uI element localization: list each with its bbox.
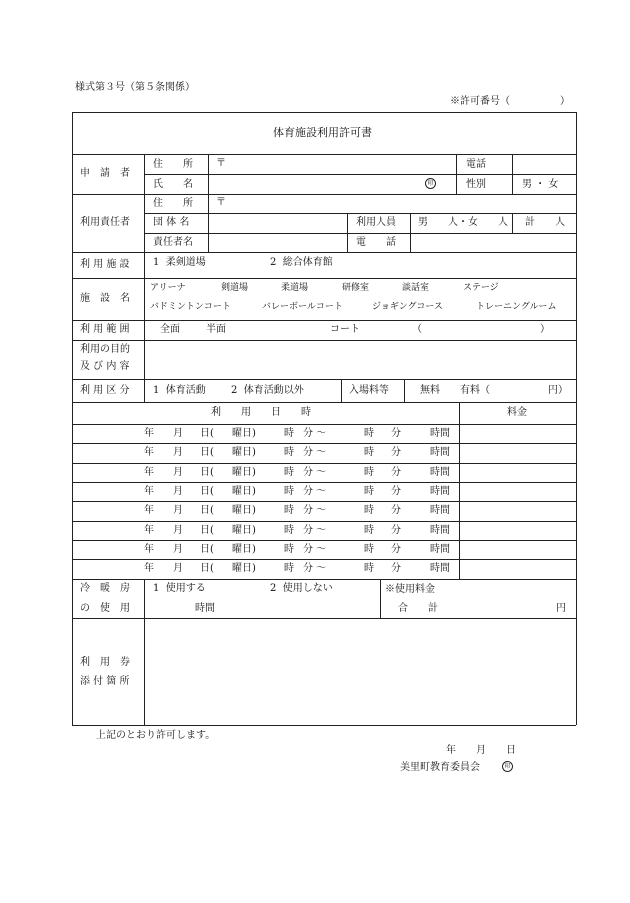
category-option-1: 1 体育活動 xyxy=(153,385,206,396)
schedule-row-part: 時 xyxy=(364,563,374,574)
facility-name-badminton: バドミントンコート xyxy=(150,302,231,312)
schedule-row-part: 月 xyxy=(173,563,183,574)
schedule-row-part: 月 xyxy=(173,544,183,555)
schedule-row-part: 分 xyxy=(391,447,401,458)
facility-name-kendo: 剣道場 xyxy=(221,283,249,293)
schedule-row-part: 月 xyxy=(173,505,183,516)
schedule-row-part: 時間 xyxy=(430,447,450,458)
schedule-row-part: 年 xyxy=(144,467,154,478)
scope-label: 利 用 範 囲 xyxy=(80,324,130,335)
schedule-header: 利 用 日 時 xyxy=(211,407,311,418)
facility-names-label: 施 設 名 xyxy=(80,293,130,304)
responsible-label: 利用責任者 xyxy=(80,217,130,228)
schedule-row-part: 時 xyxy=(364,486,374,497)
schedule-row-part: 年 xyxy=(144,563,154,574)
facility-name-gym-room: トレーニングルーム xyxy=(476,302,557,312)
schedule-row-part: 時間 xyxy=(430,505,450,516)
schedule-row-part: 曜日) xyxy=(232,525,256,536)
hvac-label-line1: 冷 暖 房 xyxy=(80,583,130,594)
schedule-row-part: 分 xyxy=(391,467,401,478)
schedule-row-part: 曜日) xyxy=(232,428,256,439)
facility-name-lounge: 談話室 xyxy=(402,283,430,293)
category-label: 利 用 区 分 xyxy=(80,385,130,396)
form-number: 様式第３号（第５条関係） xyxy=(75,82,195,93)
schedule-row-part: 時間 xyxy=(430,544,450,555)
schedule-row-part: 日( xyxy=(200,544,214,555)
schedule-row-part: 時間 xyxy=(430,467,450,478)
schedule-row-part: 年 xyxy=(144,525,154,536)
schedule-row-part: 時 xyxy=(284,563,294,574)
schedule-row-part: 分 xyxy=(391,525,401,536)
schedule-row-part: 時 xyxy=(284,447,294,458)
scope-paren-open: （ xyxy=(412,324,422,335)
schedule-row-part: 時 xyxy=(284,486,294,497)
approval-date: 年 月 日 xyxy=(446,745,516,756)
schedule-row-part: 月 xyxy=(173,467,183,478)
responsible-address-prefix: 〒 xyxy=(216,197,226,208)
applicant-phone-label: 電話 xyxy=(466,159,486,170)
admission-yen: 円） xyxy=(548,385,568,396)
hvac-label-line2: の 使 用 xyxy=(80,603,130,614)
schedule-row-part: 曜日) xyxy=(232,467,256,478)
schedule-row-part: 時 xyxy=(284,525,294,536)
applicant-name-label: 氏 名 xyxy=(153,179,193,190)
schedule-row-part: 時 xyxy=(364,544,374,555)
issuer-name: 美里町教育委員会 xyxy=(400,762,480,773)
schedule-row-part: 曜日) xyxy=(232,544,256,555)
schedule-row-part: 日( xyxy=(200,467,214,478)
schedule-row-part: 年 xyxy=(144,447,154,458)
schedule-row-part: 時 xyxy=(284,467,294,478)
schedule-row-part: 時間 xyxy=(430,525,450,536)
schedule-row-part: 分 ～ xyxy=(303,544,327,555)
schedule-row-part: 年 xyxy=(144,486,154,497)
schedule-row-part: 分 ～ xyxy=(303,486,327,497)
hvac-nouse-option: 2 使用しない xyxy=(270,583,333,594)
schedule-row-part: 日( xyxy=(200,447,214,458)
applicant-address-label: 住 所 xyxy=(153,159,193,170)
schedule-row-part: 日( xyxy=(200,525,214,536)
schedule-row-part: 月 xyxy=(173,447,183,458)
users-total-value: 計 人 xyxy=(525,217,565,228)
applicant-label: 申 請 者 xyxy=(80,168,130,179)
schedule-row-part: 年 xyxy=(144,428,154,439)
schedule-row-part: 曜日) xyxy=(232,505,256,516)
form-title: 体育施設利用許可書 xyxy=(273,126,372,139)
scope-half: 半面 xyxy=(206,324,226,335)
ticket-label-line2: 添 付 箇 所 xyxy=(80,676,130,687)
schedule-row-part: 分 xyxy=(391,544,401,555)
schedule-row-part: 日( xyxy=(200,505,214,516)
schedule-row-part: 時 xyxy=(284,428,294,439)
ticket-label-line1: 利 用 券 xyxy=(80,657,130,668)
facility-name-jogging: ジョギングコース xyxy=(372,302,443,312)
schedule-row-part: 時 xyxy=(364,467,374,478)
users-count-value: 男 人・女 人 xyxy=(418,217,508,228)
applicant-sex-label: 性別 xyxy=(466,179,486,190)
schedule-row-part: 月 xyxy=(173,525,183,536)
applicant-seal-icon: 印 xyxy=(425,178,436,189)
schedule-row-part: 時間 xyxy=(430,428,450,439)
users-count-label: 利用人員 xyxy=(356,217,396,228)
schedule-row-part: 日( xyxy=(200,563,214,574)
schedule-row-part: 時 xyxy=(364,525,374,536)
scope-paren-close: ） xyxy=(540,324,550,335)
schedule-row-part: 分 ～ xyxy=(303,525,327,536)
person-in-charge-label: 責任者名 xyxy=(153,237,193,248)
permit-number: ※許可番号（ ） xyxy=(450,96,570,107)
schedule-row-part: 曜日) xyxy=(232,486,256,497)
schedule-row-part: 分 xyxy=(391,486,401,497)
schedule-row-part: 曜日) xyxy=(232,447,256,458)
hvac-fee-yen: 円 xyxy=(556,603,566,614)
scope-full: 全面 xyxy=(160,324,180,335)
schedule-row-part: 分 ～ xyxy=(303,447,327,458)
schedule-row-part: 分 xyxy=(391,563,401,574)
issuer-seal-icon: 印 xyxy=(502,761,513,772)
schedule-row-part: 曜日) xyxy=(232,563,256,574)
schedule-row-part: 分 ～ xyxy=(303,563,327,574)
schedule-row-part: 年 xyxy=(144,505,154,516)
scope-court: コート xyxy=(330,324,360,335)
admission-free: 無料 xyxy=(420,385,440,396)
schedule-row-part: 月 xyxy=(173,428,183,439)
facility-name-arena: アリーナ xyxy=(150,283,186,293)
facility-name-volleyball: バレーボールコート xyxy=(262,302,343,312)
schedule-row-part: 時間 xyxy=(430,563,450,574)
schedule-row-part: 分 xyxy=(391,428,401,439)
schedule-row-part: 時 xyxy=(364,447,374,458)
facility-name-judo: 柔道場 xyxy=(281,283,309,293)
purpose-label-line1: 利用の目的 xyxy=(80,344,130,355)
schedule-row-part: 月 xyxy=(173,486,183,497)
schedule-row-part: 時 xyxy=(284,505,294,516)
schedule-row-part: 分 ～ xyxy=(303,505,327,516)
schedule-row-part: 時 xyxy=(364,505,374,516)
applicant-sex-options: 男 ・ 女 xyxy=(522,179,559,190)
hvac-fee-label-line2: 合 計 xyxy=(398,603,438,614)
facility-label: 利 用 施 設 xyxy=(80,259,130,270)
schedule-row-part: 時 xyxy=(364,428,374,439)
approval-text: 上記のとおり許可します。 xyxy=(96,730,216,741)
hvac-hours-label: 時間 xyxy=(195,603,215,614)
schedule-fee-header: 料金 xyxy=(507,407,527,418)
schedule-row-part: 日( xyxy=(200,486,214,497)
applicant-address-prefix: 〒 xyxy=(216,158,226,169)
admission-paid: 有料（ xyxy=(460,385,490,396)
schedule-row-part: 時間 xyxy=(430,486,450,497)
group-name-label: 団 体 名 xyxy=(153,217,190,228)
category-option-2: 2 体育活動以外 xyxy=(231,385,304,396)
hvac-use-option: 1 使用する xyxy=(153,583,206,594)
responsible-phone-label: 電 話 xyxy=(356,237,396,248)
admission-fee-label: 入場料等 xyxy=(349,385,389,396)
facility-name-stage: ステージ xyxy=(463,283,499,293)
facility-name-training-room: 研修室 xyxy=(342,283,370,293)
schedule-row-part: 分 ～ xyxy=(303,467,327,478)
schedule-row-part: 時 xyxy=(284,544,294,555)
purpose-label-line2: 及 び 内 容 xyxy=(80,361,130,372)
schedule-row-part: 年 xyxy=(144,544,154,555)
facility-option-2: 2 総合体育館 xyxy=(270,257,333,268)
responsible-address-label: 住 所 xyxy=(153,198,193,209)
schedule-row-part: 日( xyxy=(200,428,214,439)
facility-option-1: 1 柔剣道場 xyxy=(153,257,206,268)
schedule-row-part: 分 ～ xyxy=(303,428,327,439)
schedule-row-part: 分 xyxy=(391,505,401,516)
hvac-fee-label-line1: ※使用料金 xyxy=(385,584,435,595)
